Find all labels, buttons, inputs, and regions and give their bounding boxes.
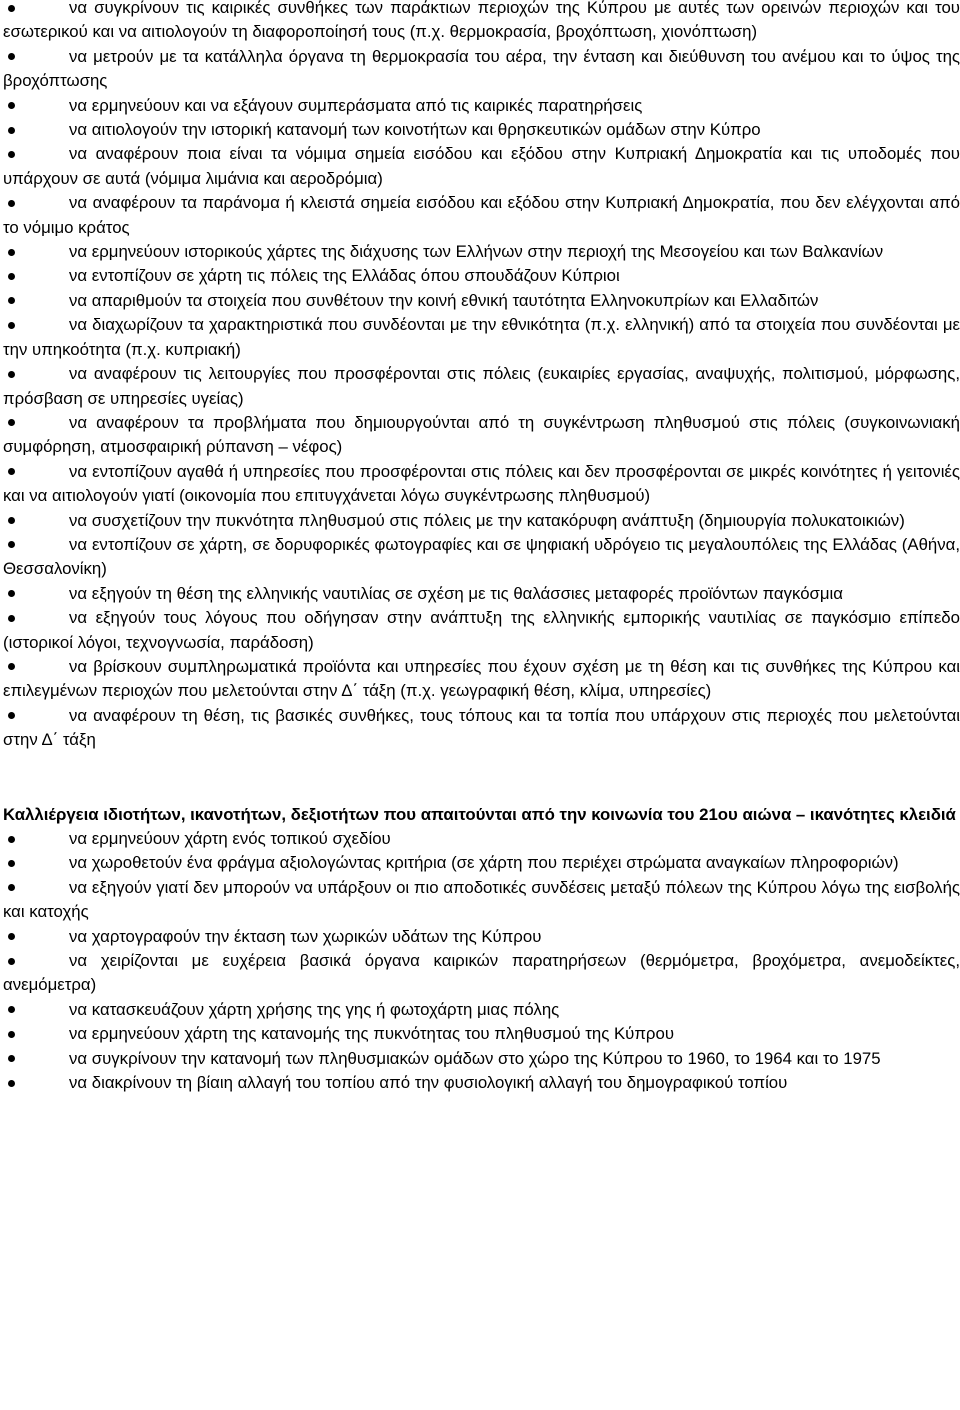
list-item: να εντοπίζουν σε χάρτη, σε δορυφορικές φωτογραφίες και σε ψηφιακή υδρόγειο τις μεγαλουπόλεις της Ελλάδας (Αθήνα, Θεσσαλονίκη) [3,533,960,582]
list-item: να μετρούν με τα κατάλληλα όργανα τη θερμοκρασία του αέρα, την ένταση και διεύθυνση του ανέμου και το ύψος της βροχόπτωσης [3,45,960,94]
section-gap [3,753,960,803]
list-item: να αναφέρουν τα προβλήματα που δημιουργούνται από τη συγκέντρωση πληθυσμού στις πόλεις (συγκοινωνιακή συμφόρηση, ατμοσφαιρική ρύπανση – νέφος) [3,411,960,460]
list-item: να διακρίνουν τη βίαιη αλλαγή του τοπίου από την φυσιολογική αλλαγή του δημογραφικού τοπίου [3,1071,960,1095]
list-item: να χαρτογραφούν την έκταση των χωρικών υδάτων της Κύπρου [3,925,960,949]
list-item: να ερμηνεύουν χάρτη ενός τοπικού σχεδίου [3,827,960,851]
list-item: να ερμηνεύουν χάρτη της κατανομής της πυκνότητας του πληθυσμού της Κύπρου [3,1022,960,1046]
key-competences-list [3,827,960,1095]
list-item: να αναφέρουν τις λειτουργίες που προσφέρονται στις πόλεις (ευκαιρίες εργασίας, αναψυχής, πολιτισμού, μόρφωσης, πρόσβαση σε υπηρεσίες υγείας) [3,362,960,411]
document-page [3,0,960,1095]
list-item: να απαριθμούν τα στοιχεία που συνθέτουν την κοινή εθνική ταυτότητα Ελληνοκυπρίων και Ελλαδιτών [3,289,960,313]
list-item: να εντοπίζουν σε χάρτη τις πόλεις της Ελλάδας όπου σπουδάζουν Κύπριοι [3,264,960,288]
list-item: να συγκρίνουν τις καιρικές συνθήκες των παράκτιων περιοχών της Κύπρου με αυτές των ορεινών περιοχών και του εσωτερικού και να αιτιολογούν τη διαφοροποίησή τους (π.χ. θερμοκρασία, βροχόπτωση, χιονόπτωση) [3,0,960,45]
list-item: να αναφέρουν ποια είναι τα νόμιμα σημεία εισόδου και εξόδου στην Κυπριακή Δημοκρατία και τις υποδομές που υπάρχουν σε αυτά (νόμιμα λιμάνια και αεροδρόμια) [3,142,960,191]
list-item: να χωροθετούν ένα φράγμα αξιολογώντας κριτήρια (σε χάρτη που περιέχει στρώματα αναγκαίων πληροφοριών) [3,851,960,875]
learning-objectives-list [3,0,960,753]
list-item: να χειρίζονται με ευχέρεια βασικά όργανα καιρικών παρατηρήσεων (θερμόμετρα, βροχόμετρα, ανεμοδείκτες, ανεμόμετρα) [3,949,960,998]
list-item: να βρίσκουν συμπληρωματικά προϊόντα και υπηρεσίες που έχουν σχέση με τη θέση και τις συνθήκες της Κύπρου και επιλεγμένων περιοχών που μελετούνται στην Δ΄ τάξη (π.χ. γεωγραφική θέση, κλίμα, υπηρεσίες) [3,655,960,704]
list-item: να αναφέρουν τη θέση, τις βασικές συνθήκες, τους τόπους και τα τοπία που υπάρχουν στις περιοχές που μελετούνται στην Δ΄ τάξη [3,704,960,753]
list-item: να ερμηνεύουν και να εξάγουν συμπεράσματα από τις καιρικές παρατηρήσεις [3,94,960,118]
list-item: να εξηγούν τους λόγους που οδήγησαν στην ανάπτυξη της ελληνικής εμπορικής ναυτιλίας σε παγκόσμιο επίπεδο (ιστορικοί λόγοι, τεχνογνωσία, παράδοση) [3,606,960,655]
list-item: να αναφέρουν τα παράνομα ή κλειστά σημεία εισόδου και εξόδου στην Κυπριακή Δημοκρατία, που δεν ελέγχονται από το νόμιμο κράτος [3,191,960,240]
list-item: να εξηγούν τη θέση της ελληνικής ναυτιλίας σε σχέση με τις θαλάσσιες μεταφορές προϊόντων παγκόσμια [3,582,960,606]
list-item: να συγκρίνουν την κατανομή των πληθυσμιακών ομάδων στο χώρο της Κύπρου το 1960, το 1964 και το 1975 [3,1047,960,1071]
list-item: να αιτιολογούν την ιστορική κατανομή των κοινοτήτων και θρησκευτικών ομάδων στην Κύπρο [3,118,960,142]
list-item: να διαχωρίζουν τα χαρακτηριστικά που συνδέονται με την εθνικότητα (π.χ. ελληνική) από τα στοιχεία που συνδέονται με την υπηκοότητα (π.χ. κυπριακή) [3,313,960,362]
list-item: να εντοπίζουν αγαθά ή υπηρεσίες που προσφέρονται στις πόλεις και δεν προσφέρονται σε μικρές κοινότητες ή γειτονιές και να αιτιολογούν γιατί (οικονομία που επιτυγχάνεται λόγω συγκέντρωσης πληθυσμού) [3,460,960,509]
list-item: να εξηγούν γιατί δεν μπορούν να υπάρξουν οι πιο αποδοτικές συνδέσεις μεταξύ πόλεων της Κύπρου λόγω της εισβολής και κατοχής [3,876,960,925]
list-item: να ερμηνεύουν ιστορικούς χάρτες της διάχυσης των Ελλήνων στην περιοχή της Μεσογείου και των Βαλκανίων [3,240,960,264]
list-item: να κατασκευάζουν χάρτη χρήσης της γης ή φωτοχάρτη μιας πόλης [3,998,960,1022]
list-item: να συσχετίζουν την πυκνότητα πληθυσμού στις πόλεις με την κατακόρυφη ανάπτυξη (δημιουργία πολυκατοικιών) [3,509,960,533]
section-heading: Καλλιέργεια ιδιοτήτων, ικανοτήτων, δεξιοτήτων που απαιτούνται από την κοινωνία του 21ου αιώνα – ικανότητες κλειδιά [3,804,956,824]
